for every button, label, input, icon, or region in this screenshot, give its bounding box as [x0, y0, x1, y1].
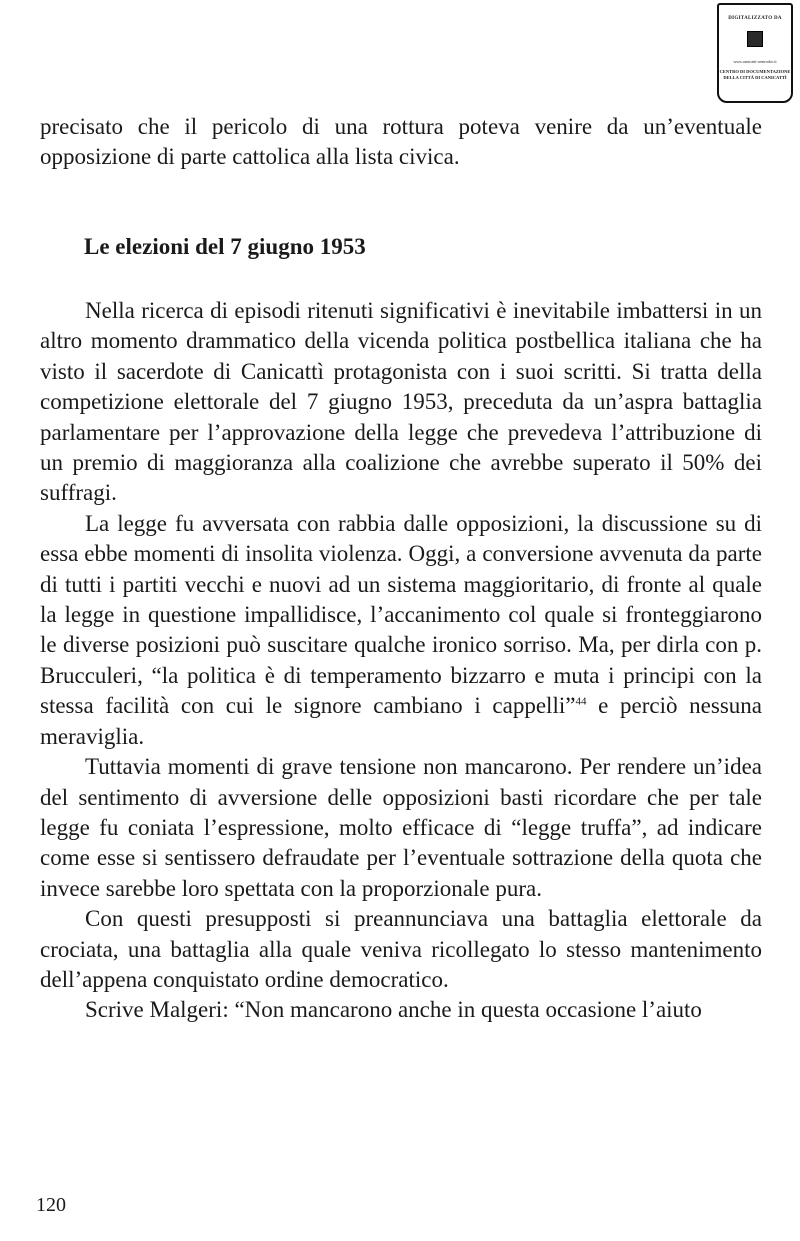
- intro-text: [40, 112, 762, 173]
- paragraph-4: Con questi presupposti si preannunciava una battaglia elettorale da crociata, una battaglia alla quale veniva ricollegato lo stesso mantenimento dell’appena conquistato ordine democratico.: [40, 906, 762, 992]
- coat-of-arms-icon: [747, 31, 763, 47]
- section-heading: Le elezioni del 7 giugno 1953: [84, 234, 366, 259]
- body-text: [40, 296, 762, 1026]
- digitization-stamp: [717, 3, 793, 103]
- footnote-ref: 44: [575, 695, 587, 708]
- stamp-centre-line1: CENTRO DI DOCUMENTAZIONE: [719, 69, 791, 74]
- paragraph-2-text: La legge fu avversata con rabbia dalle opposizioni, la discussione su di essa ebbe momenti di insolita violenza. Oggi, a conversione avvenuta da parte di tutti i partiti vecchi e nuovi ad un sistema maggioritario, di fronte al quale la legge in questione impallidisce, l’accanimento col quale si fronteggiarono le diverse posizioni può suscitare qualche ironico sorriso. Ma, per dirla con p. Brucculeri, “la politica è di temperamento bizzarro e muta i principi con la stessa facilità con cui le signore cambiano i cappelli”: [40, 510, 762, 719]
- paragraph-3: Tuttavia momenti di grave tensione non mancarono. Per rendere un’idea del sentimento di avversione delle opposizioni basti ricordare che per tale legge fu coniata l’espressione, molto efficace di “legge truffa”, ad indicare come esse si sentissero defraudate per l’eventuale sottrazione della quota che invece sarebbe loro spettata con la proporzionale pura.: [40, 754, 762, 901]
- stamp-centre-line2: DELLA CITTÀ DI CANICATTÌ: [723, 75, 787, 80]
- stamp-title: DIGITALIZZATO DA: [728, 16, 782, 21]
- paragraph-5: Scrive Malgeri: “Non mancarono anche in questa occasione l’aiuto: [85, 997, 702, 1023]
- intro-paragraph: precisato che il pericolo di una rottura poteva venire da un’eventuale opposizione di parte cattolica alla lista civica.: [40, 114, 762, 170]
- stamp-centre: [719, 69, 791, 81]
- page-number: 120: [36, 1194, 66, 1216]
- paragraph-2: [40, 509, 762, 752]
- paragraph-2-end: e perciò nessuna meraviglia.: [40, 693, 762, 749]
- stamp-url: www.canicatti-centrodoc.it: [733, 59, 777, 64]
- paragraph-1: Nella ricerca di episodi ritenuti significativi è inevitabile imbattersi in un altro momento drammatico della vicenda politica postbellica italiana che ha visto il sacerdote di Canicattì protagonista con i suoi scritti. Si tratta della competizione elettorale del 7 giugno 1953, preceduta da un’aspra battaglia parlamentare per l’approvazione della legge che prevedeva l’attribuzione di un premio di maggioranza alla coalizione che avrebbe superato il 50% dei suffragi.: [40, 298, 762, 506]
